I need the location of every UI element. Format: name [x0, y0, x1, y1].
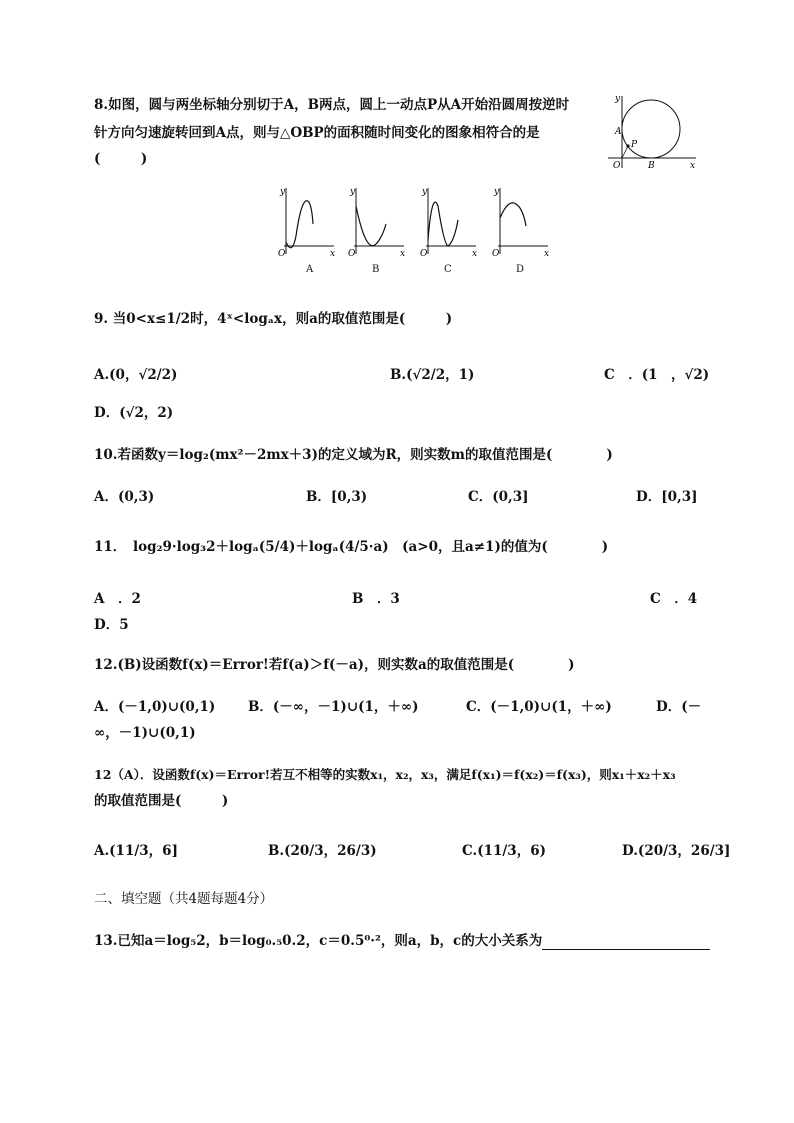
- q9-option-b: B.(√2/2，1): [390, 367, 475, 383]
- svg-text:x: x: [544, 249, 550, 259]
- svg-text:O: O: [492, 249, 500, 259]
- q12a-option-b: B.(20/3，26/3): [268, 843, 377, 859]
- q11-stem: 11． log₂9·log₃2＋logₐ(5/4)＋logₐ(4/5·a) (a>0，且a≠1)的值为( ): [94, 539, 609, 555]
- q8-line3: ( ): [94, 151, 148, 167]
- q11-option-c: C ．4: [650, 591, 698, 607]
- q10-option-d: D．[0,3]: [636, 489, 698, 505]
- q9-stem: 9. 当0<x≤1/2时，4ˣ<logₐx，则a的取值范围是( ): [94, 311, 453, 327]
- q8-fig-O: O: [613, 161, 621, 171]
- q13-answer-blank[interactable]: [542, 935, 710, 950]
- svg-text:O: O: [348, 249, 356, 259]
- q8-line1: 8.如图，圆与两坐标轴分别切于A，B两点，圆上一动点P从A开始沿圆周按逆时: [94, 97, 570, 113]
- q8-fig-B: B: [648, 161, 655, 171]
- section-fill-in-title: 二、填空题（共4题每题4分）: [94, 891, 274, 907]
- q12a-line2: 的取值范围是( ): [94, 793, 229, 809]
- q13-text: 13.已知a＝log₅2，b＝log₀.₅0.2，c＝0.5⁰·²，则a，b，c的大小关系为: [94, 933, 543, 949]
- q8-fig-x: x: [690, 161, 696, 171]
- q8-graph-label-c: C: [444, 264, 452, 275]
- q9-option-a: A.(0，√2/2): [94, 367, 178, 383]
- q12a-option-a: A.(11/3，6]: [94, 843, 178, 859]
- q8-graph-label-b: B: [372, 264, 380, 275]
- svg-text:y: y: [422, 187, 428, 197]
- q11-option-a: A ．2: [94, 591, 141, 607]
- q13-stem: [94, 932, 710, 950]
- q12b-stem: 12.(B)设函数f(x)＝Error!若f(a)＞f(－a)，则实数a的取值范围是( ): [94, 657, 575, 673]
- q8-line2: 针方向匀速旋转回到A点，则与△OBP的面积随时间变化的图象相符合的是: [94, 125, 540, 141]
- q9-option-d: D．(√2，2): [94, 405, 174, 421]
- svg-text:y: y: [280, 187, 286, 197]
- q10-option-c: C．(0,3]: [468, 489, 529, 505]
- q8-graph-c: [414, 184, 480, 260]
- q9-option-c: C ．(1 ，√2): [604, 367, 710, 383]
- q10-stem: 10.若函数y＝log₂(mx²－2mx＋3)的定义域为R，则实数m的取值范围是( ): [94, 447, 613, 463]
- svg-text:x: x: [330, 249, 336, 259]
- q8-circle-figure: [604, 92, 700, 174]
- q11-option-b: B ．3: [352, 591, 400, 607]
- q11-option-d: D．5: [94, 617, 129, 633]
- q12b-option-c: C．(－1,0)∪(1，＋∞): [466, 699, 612, 715]
- q8-fig-P: P: [631, 140, 638, 150]
- svg-text:y: y: [350, 187, 356, 197]
- svg-text:O: O: [420, 249, 428, 259]
- svg-text:O: O: [278, 249, 286, 259]
- q8-fig-A: A: [615, 127, 622, 137]
- q10-option-b: B．[0,3): [306, 489, 368, 505]
- q12b-option-a: A．(－1,0)∪(0,1): [94, 699, 216, 715]
- q8-fig-y: y: [615, 94, 621, 104]
- q8-graph-b: [342, 184, 408, 260]
- q12b-option-d-part2: ∞，－1)∪(0,1): [94, 725, 196, 741]
- q8-graph-d: [486, 184, 552, 260]
- q12a-option-c: C.(11/3，6): [462, 843, 546, 859]
- q8-graph-label-d: D: [516, 264, 525, 275]
- svg-text:x: x: [472, 249, 478, 259]
- q8-graph-a: [272, 184, 338, 260]
- q12b-option-d-part1: D．(－: [656, 699, 702, 715]
- q12a-option-d: D.(20/3，26/3]: [622, 843, 731, 859]
- svg-text:y: y: [494, 187, 500, 197]
- q12b-option-b: B．(－∞，－1)∪(1，＋∞): [248, 699, 419, 715]
- q8-graph-label-a: A: [306, 264, 314, 275]
- q12a-line1: 12（A）．设函数f(x)＝Error!若互不相等的实数x₁，x₂，x₃，满足f(x₁)＝f(x₂)＝f(x₃)，则x₁＋x₂＋x₃: [94, 767, 676, 782]
- q10-option-a: A．(0,3): [94, 489, 155, 505]
- svg-text:x: x: [400, 249, 406, 259]
